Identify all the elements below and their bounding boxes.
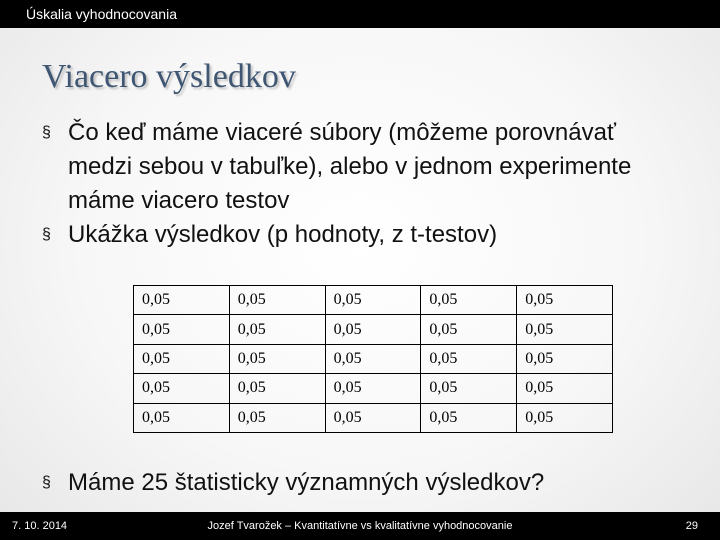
table-cell: 0,05 (229, 344, 325, 373)
final-bullet-text: Máme 25 štatisticky významných výsledkov? (68, 469, 545, 496)
footer-author: Jozef Tvarožek – Kvantitatívne vs kvalitatívne vyhodnocovanie (207, 520, 513, 532)
table-cell: 0,05 (134, 344, 230, 373)
bullet-marker-icon: § (42, 226, 51, 243)
table-cell: 0,05 (517, 344, 613, 373)
footer-bar (0, 512, 720, 540)
header-bar (0, 0, 720, 28)
bullet-marker-icon: § (42, 124, 51, 141)
table-cell: 0,05 (134, 315, 230, 344)
table-cell: 0,05 (325, 403, 421, 432)
bullet-text: Ukážka výsledkov (p hodnoty, z t-testov) (68, 221, 498, 248)
p-values-table (133, 285, 613, 433)
table-cell: 0,05 (517, 286, 613, 315)
table-row (134, 315, 613, 344)
table-cell: 0,05 (517, 315, 613, 344)
slide-title: Viacero výsledkov (42, 58, 296, 95)
footer-date: 7. 10. 2014 (12, 520, 68, 532)
final-bullet (42, 466, 708, 500)
table-cell: 0,05 (229, 315, 325, 344)
page-number: 29 (685, 520, 698, 532)
table-cell: 0,05 (229, 374, 325, 403)
table-cell: 0,05 (421, 403, 517, 432)
table-cell: 0,05 (421, 374, 517, 403)
table-row (134, 286, 613, 315)
table-cell: 0,05 (325, 315, 421, 344)
table-cell: 0,05 (517, 403, 613, 432)
table-cell: 0,05 (134, 286, 230, 315)
table-cell: 0,05 (134, 374, 230, 403)
table-cell: 0,05 (229, 403, 325, 432)
bullet-list (42, 116, 682, 252)
bullet-item (42, 218, 682, 252)
table-cell: 0,05 (421, 315, 517, 344)
bullet-marker-icon: § (42, 474, 51, 491)
table-cell: 0,05 (325, 344, 421, 373)
table-cell: 0,05 (229, 286, 325, 315)
bullet-text: Čo keď máme viaceré súbory (môžeme porovnávať medzi sebou v tabuľke), alebo v jednom experimente máme viacero testov (68, 119, 632, 214)
table-row (134, 403, 613, 432)
table-cell: 0,05 (325, 286, 421, 315)
table-row (134, 344, 613, 373)
table-row (134, 374, 613, 403)
header-text: Úskalia vyhodnocovania (26, 6, 177, 22)
table-cell: 0,05 (325, 374, 421, 403)
table-cell: 0,05 (421, 344, 517, 373)
bullet-item (42, 116, 682, 218)
table-cell: 0,05 (134, 403, 230, 432)
table-cell: 0,05 (421, 286, 517, 315)
table-cell: 0,05 (517, 374, 613, 403)
